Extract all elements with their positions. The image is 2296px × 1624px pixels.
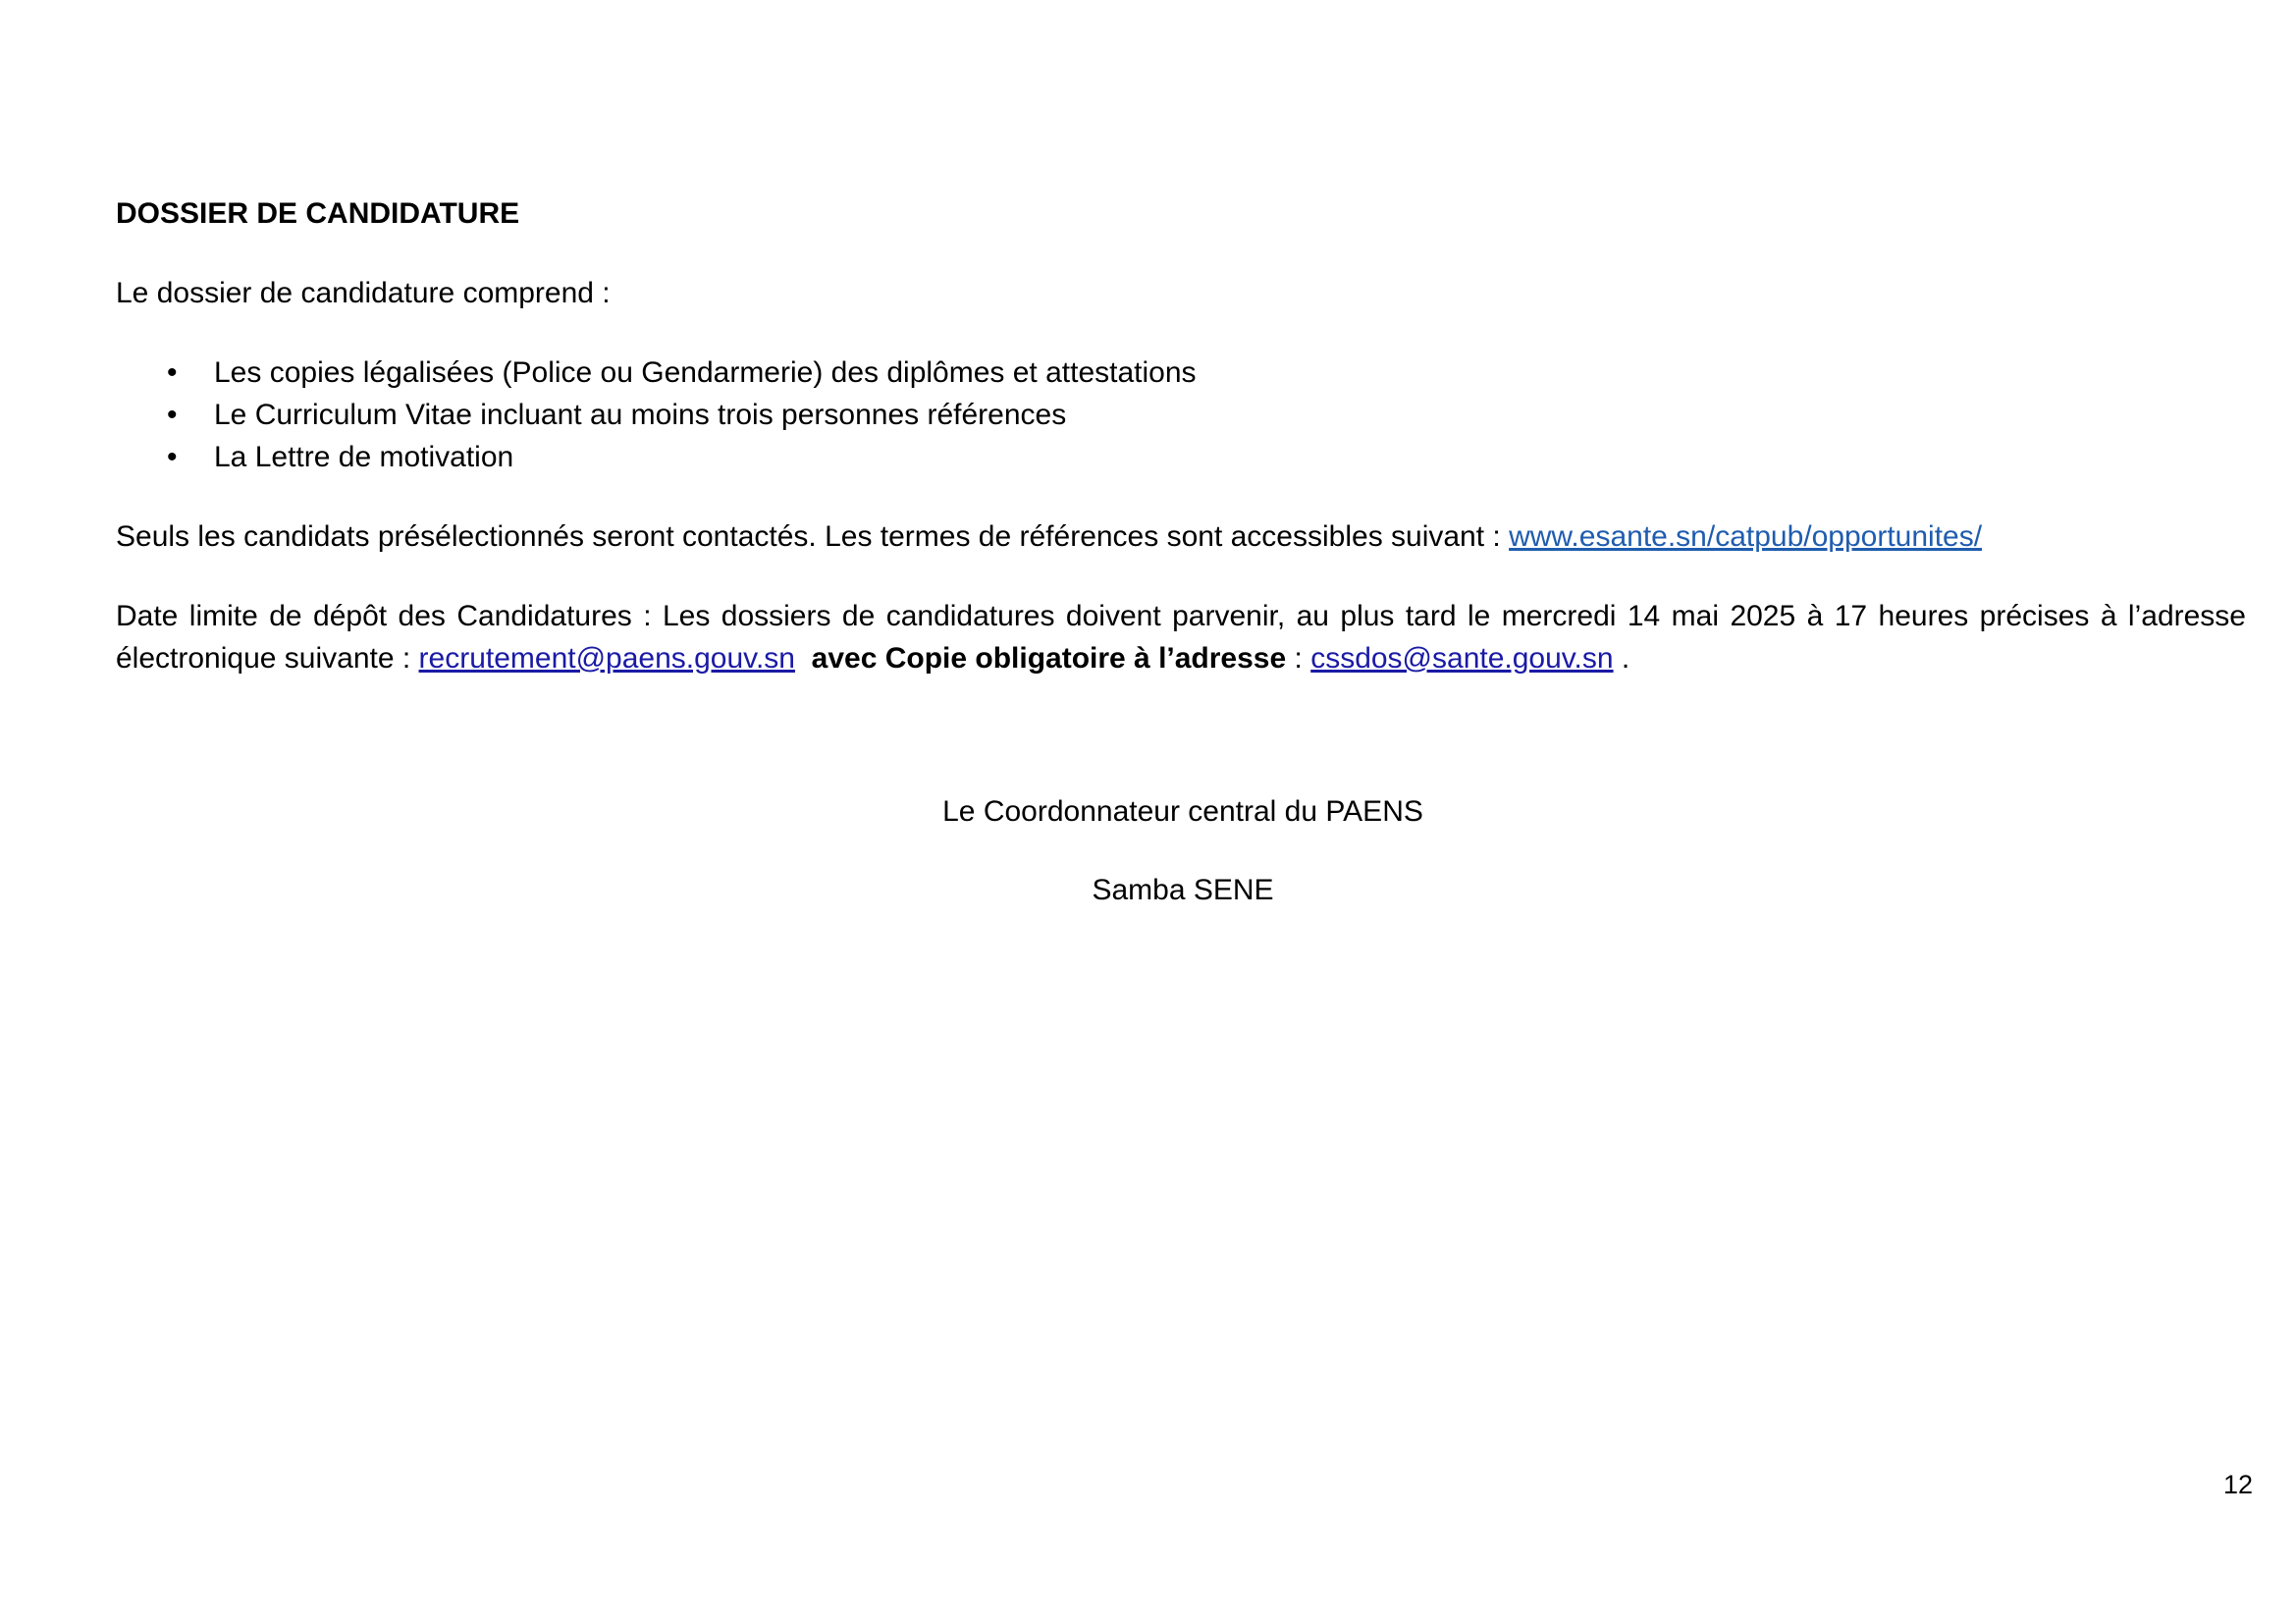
list-item-text: La Lettre de motivation (214, 441, 514, 473)
preselection-text: Seuls les candidats présélectionnés seront contactés. Les termes de références sont accessibles suivant : (116, 520, 1510, 553)
signatory-title: Le Coordonnateur central du PAENS (942, 795, 1423, 828)
bullet-icon: • (167, 356, 178, 389)
page-number: 12 (2222, 1470, 2253, 1499)
preselection-paragraph (116, 515, 2246, 558)
deadline-text: Date limite de dépôt des Candidatures : Les dossiers de candidatures doivent parvenir, au plus tard le mercredi 14 mai 2025 à 17 heures précises à l’adresse électronique suivante : (116, 600, 2246, 675)
list-item (116, 352, 2246, 394)
document-body (116, 192, 2246, 679)
list-item-text: Le Curriculum Vitae incluant au moins trois personnes références (214, 399, 1067, 431)
copy-separator: : (1286, 642, 1311, 675)
bullet-icon: • (167, 441, 178, 473)
list-item-text: Les copies légalisées (Police ou Gendarmerie) des diplômes et attestations (214, 356, 1197, 389)
copy-email-link[interactable]: cssdos@sante.gouv.sn (1310, 642, 1614, 675)
signatory-name: Samba SENE (1092, 874, 1274, 906)
section-heading: DOSSIER DE CANDIDATURE (116, 197, 520, 230)
list-item (116, 394, 2246, 436)
copy-label: avec Copie obligatoire à l’adresse (811, 642, 1287, 675)
deadline-paragraph (116, 595, 2246, 679)
bullet-icon: • (167, 399, 178, 431)
terms-of-reference-link[interactable]: www.esante.sn/catpub/opportunites/ (1509, 520, 1983, 553)
deadline-end: . (1613, 642, 1630, 675)
recruitment-email-link[interactable]: recrutement@paens.gouv.sn (418, 642, 795, 675)
requirements-list (116, 352, 2246, 478)
intro-text: Le dossier de candidature comprend : (116, 277, 611, 309)
list-item (116, 436, 2246, 478)
